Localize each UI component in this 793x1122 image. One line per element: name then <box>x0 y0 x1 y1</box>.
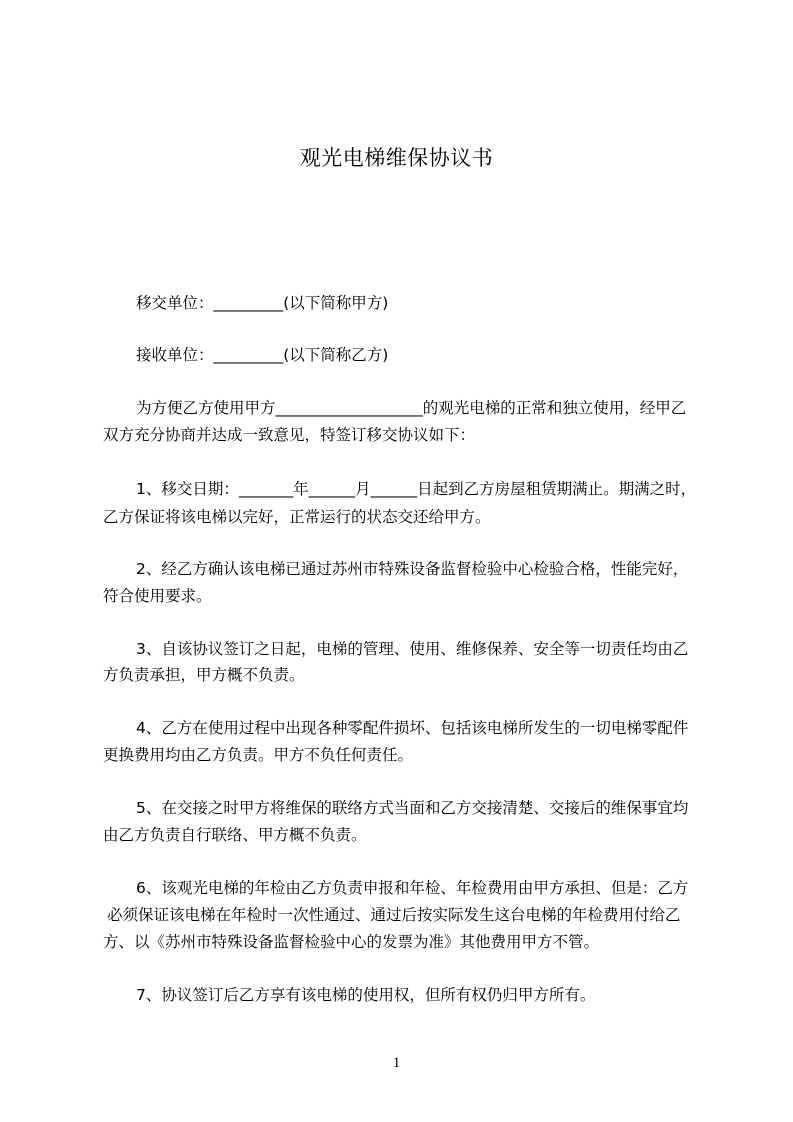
clause-3-line-1: 3、自该协议签订之日起，电梯的管理、使用、维修保养、安全等一切责任均由乙 <box>136 640 689 658</box>
clause-2-line-1: 2、经乙方确认该电梯已通过苏州市特殊设备监督检验中心检验合格，性能完好， <box>136 560 689 578</box>
clause-6-line-2: 必须保证该电梯在年检时一次性通过、通过后按实际发生这台电梯的年检费用付给乙 <box>107 906 681 924</box>
clause-6-line-1: 6、该观光电梯的年检由乙方负责申报和年检、年检费用由甲方承担、但是：乙方 <box>136 879 689 897</box>
clause-4-line-2: 更换费用均由乙方负责。甲方不负任何责任。 <box>103 746 414 764</box>
clause-2-line-2: 符合使用要求。 <box>103 587 212 605</box>
intro-paragraph-line-1: 为方便乙方使用甲方___________________的观光电梯的正常和独立使用，经甲乙 <box>136 399 687 417</box>
clause-1-line-2: 乙方保证将该电梯以完好，正常运行的状态交还给甲方。 <box>103 508 491 526</box>
receiving-party-line: 接收单位：_________(以下简称乙方) <box>136 346 389 364</box>
clause-5-line-2: 由乙方负责自行联络、甲方概不负责。 <box>103 826 367 844</box>
intro-paragraph-line-2: 双方充分协商并达成一致意见，特签订移交协议如下： <box>103 426 476 444</box>
clause-1-line-1: 1、移交日期：_______年______月______日起到乙方房屋租赁期满止。期满之时， <box>136 480 697 498</box>
page-number: 1 <box>392 1055 401 1071</box>
clause-3-line-2: 方负责承担，甲方概不负责。 <box>103 666 305 684</box>
clause-5-line-1: 5、在交接之时甲方将维保的联络方式当面和乙方交接清楚、交接后的维保事宜均 <box>136 799 689 817</box>
clause-6-line-3: 方、以《苏州市特殊设备监督检验中心的发票为准》其他费用甲方不管。 <box>103 933 600 951</box>
clause-4-line-1: 4、乙方在使用过程中出现各种零配件损坏、包括该电梯所发生的一切电梯零配件 <box>136 719 689 737</box>
clause-7-line-1: 7、协议签订后乙方享有该电梯的使用权，但所有权仍归甲方所有。 <box>136 986 596 1004</box>
document-title: 观光电梯维保协议书 <box>299 146 494 170</box>
transfer-party-line: 移交单位：_________(以下简称甲方) <box>136 294 389 312</box>
